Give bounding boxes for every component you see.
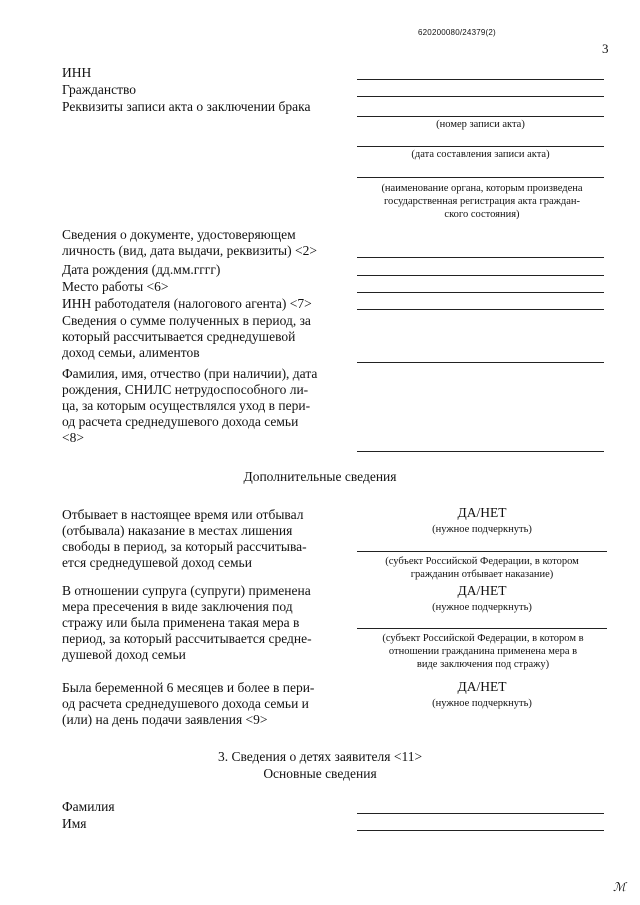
q2-hint: (нужное подчеркнуть) <box>432 602 532 613</box>
income-info-line[interactable] <box>357 362 604 363</box>
q2-caption: (субъект Российской Федерации, в котором в отношении гражданина применена мера в виде заключения под стражу) <box>382 633 584 670</box>
income-info-label: Сведения о сумме полученных в период, за который рассчитывается среднедушевой доход семьи, алиментов <box>62 313 311 360</box>
marriage-record-label: Реквизиты записи акта о заключении брака <box>62 99 311 114</box>
q3-hint: (нужное подчеркнуть) <box>432 698 532 709</box>
record-date-caption: (дата составления записи акта) <box>411 149 550 160</box>
name-label: Имя <box>62 816 87 831</box>
q3-answer[interactable]: ДА/НЕТ <box>457 679 507 694</box>
surname-label: Фамилия <box>62 799 115 814</box>
children-heading: 3. Сведения о детях заявителя <11> <box>217 749 423 764</box>
q1-caption: (субъект Российской Федерации, в котором гражданин отбывает наказание) <box>385 556 579 580</box>
q2-answer[interactable]: ДА/НЕТ <box>457 583 507 598</box>
birth-date-line[interactable] <box>357 275 604 276</box>
q2-text: В отношении супруга (супруги) применена мера пресечения в виде заключения под стражу или была применена такая мера в период, за который рассчитывается средне- душевой доход семьи <box>62 583 312 662</box>
employer-inn-line[interactable] <box>357 309 604 310</box>
dependent-info-label: Фамилия, имя, отчество (при наличии), дата рождения, СНИЛС нетрудоспособного ли- ца, за которым осуществлялся уход в пери- од расчета среднедушевого дохода семьи <8> <box>62 366 318 445</box>
q3-text: Была беременной 6 месяцев и более в пери- од расчета среднедушевого дохода семьи и (или) на день подачи заявления <9> <box>62 680 315 727</box>
q1-answer[interactable]: ДА/НЕТ <box>457 505 507 520</box>
record-number-caption: (номер записи акта) <box>436 119 525 130</box>
inn-label: ИНН <box>62 65 92 80</box>
identity-doc-line[interactable] <box>357 257 604 258</box>
q1-region-line[interactable] <box>357 551 607 552</box>
inn-field-line[interactable] <box>357 79 604 80</box>
q2-region-line[interactable] <box>357 628 607 629</box>
document-code: 620200080/24379(2) <box>418 28 496 37</box>
dependent-info-line[interactable] <box>357 451 604 452</box>
record-date-line[interactable] <box>357 146 604 147</box>
citizenship-label: Гражданство <box>62 82 137 97</box>
registry-organ-caption: (наименование органа, которым произведена государственная регистрация акта граждан- ского состояния) <box>381 183 583 220</box>
record-number-line[interactable] <box>357 116 604 117</box>
page-number: 3 <box>602 41 609 56</box>
identity-doc-label: Сведения о документе, удостоверяющем личность (вид, дата выдачи, реквизиты) <2> <box>62 227 317 258</box>
additional-heading: Дополнительные сведения <box>243 469 397 484</box>
name-line[interactable] <box>357 830 604 831</box>
birth-date-label: Дата рождения (дд.мм.гггг) <box>62 262 221 277</box>
employer-inn-label: ИНН работодателя (налогового агента) <7> <box>62 296 312 311</box>
q1-text: Отбывает в настоящее время или отбывал (отбывала) наказание в местах лишения свободы в период, за который рассчитыва- ется среднедушевой доход семьи <box>62 507 307 570</box>
handwritten-mark: ℳ <box>613 880 626 894</box>
children-subheading: Основные сведения <box>263 766 377 781</box>
q1-hint: (нужное подчеркнуть) <box>432 524 532 535</box>
surname-line[interactable] <box>357 813 604 814</box>
citizenship-field-line[interactable] <box>357 96 604 97</box>
workplace-label: Место работы <6> <box>62 279 169 294</box>
registry-organ-line[interactable] <box>357 177 604 178</box>
workplace-line[interactable] <box>357 292 604 293</box>
